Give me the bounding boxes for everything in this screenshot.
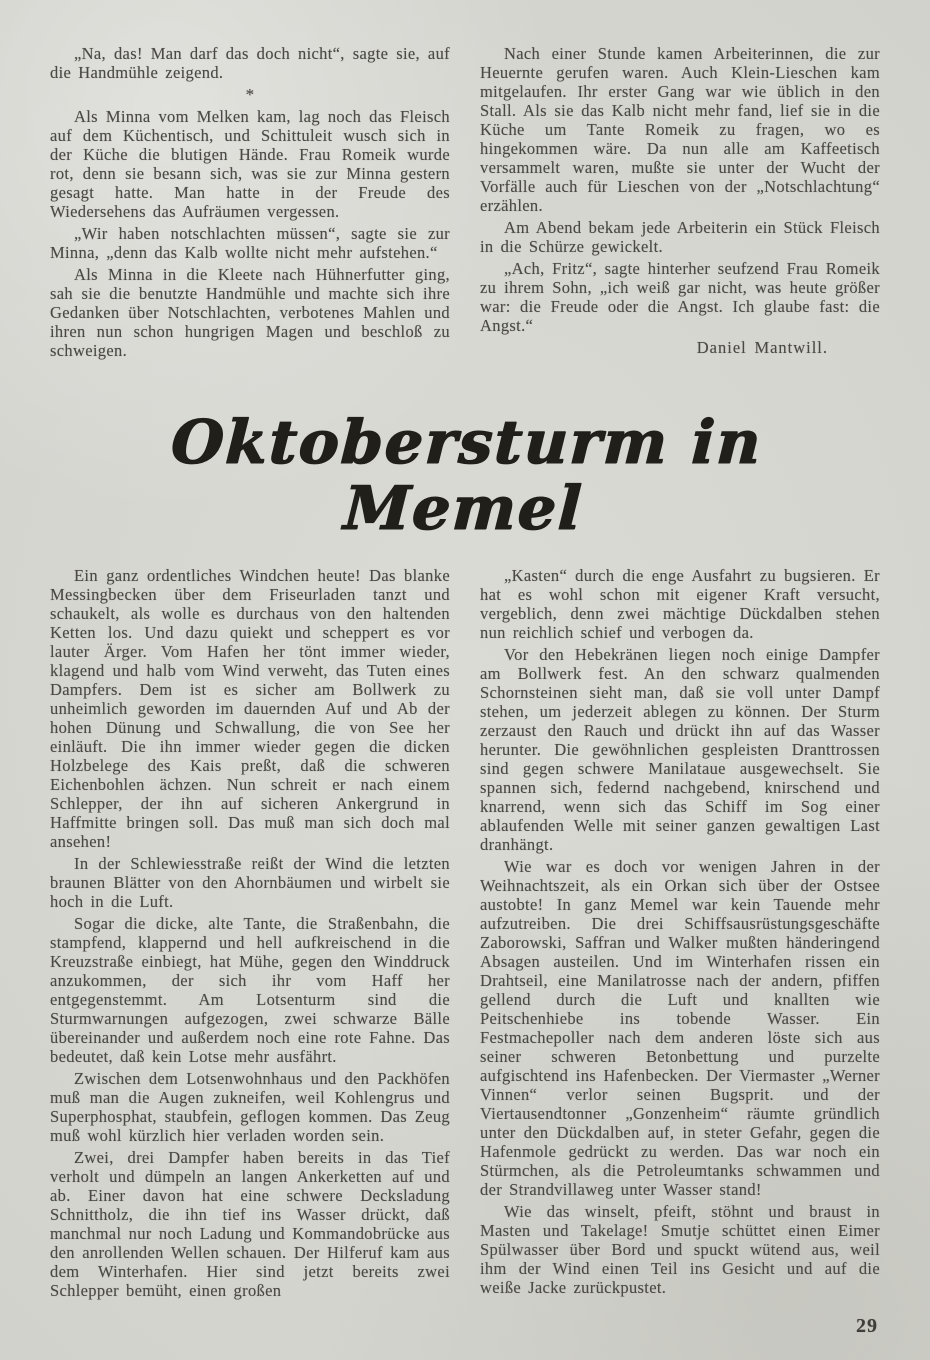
paragraph: „Kasten“ durch die enge Ausfahrt zu bugsieren. Er hat es wohl schon mit eigener Kraft versucht, vergeblich, denn zwei mächtige Dückdalben stehen nun reichlich schief und verbogen da. [480, 566, 880, 642]
paragraph: Sogar die dicke, alte Tante, die Straßenbahn, die stampfend, klappernd und hell aufkreischend in die Kreuzstraße einbiegt, hat Mühe, gegen den Winddruck anzukommen, der sich ihr vom Haff her entgegenstemmt. Am Lotsenturm sind die Sturmwarnungen aufgezogen, zwei schwarze Bälle übereinander und außerdem noch eine rote Fahne. Das bedeutet, daß kein Lotse mehr ausfährt. [50, 914, 450, 1066]
author-signature: Daniel Mantwill. [696, 338, 828, 357]
top-left-column [50, 44, 450, 390]
paragraph: In der Schlewiesstraße reißt der Wind die letzten braunen Blätter von den Ahornbäumen und wirbelt sie hoch in die Luft. [50, 854, 450, 911]
paragraph: „Ach, Fritz“, sagte hinterher seufzend Frau Romeik zu ihrem Sohn, „ich weiß gar nicht, was heute größer war: die Freude oder die Angst. Ich glaube fast: die Angst.“ [480, 259, 880, 335]
paragraph: Ein ganz ordentliches Windchen heute! Das blanke Messingbecken über dem Friseurladen tanzt und schaukelt, als wolle es durchaus von den haltenden Ketten los. Und dazu quiekt und scheppert es vor lauter Ärger. Vom Hafen her tönt immer wieder, klagend und halb vom Wind verweht, das Tuten eines Dampfers. Dem ist es sicher am Bollwerk zu unheimlich geworden im dauernden Auf und Ab der hohen Dünung und Schwallung, die von See her einläuft. Die ihn immer wieder gegen die dicken Holzbelege des Kais preßt, daß die schweren Eichenbohlen ächzen. Nun schreit er nach einem Schlepper, der ihn auf sicheren Ankergrund in Haffmitte bringen soll. Das muß man sich doch mal ansehen! [50, 566, 450, 851]
paragraph: Zwei, drei Dampfer haben bereits in das Tief verholt und dümpeln an langen Ankerketten auf und ab. Einer davon hat eine schwere Decksladung Schnittholz, die ihn tief ins Wasser drückt, daß manchmal nur noch Ladung und Kommandobrücke aus den anrollenden Wellen schauen. Der Hilferuf kam aus dem Winterhafen. Hier sind jetzt bereits zwei Schlepper bemüht, einen großen [50, 1148, 450, 1300]
paragraph: Am Abend bekam jede Arbeiterin ein Stück Fleisch in die Schürze gewickelt. [480, 218, 880, 256]
article-left-column [50, 566, 450, 1303]
asterisk-separator: * [245, 85, 255, 104]
paragraph: Nach einer Stunde kamen Arbeiterinnen, die zur Heuernte gerufen waren. Auch Klein-Lieschen kam mitgelaufen. Ihr erster Gang war wie üblich in den Stall. Als sie das Kalb nicht mehr fand, lief sie in die Küche um Tante Romeik zu fragen, wo es hingekommen wäre. Da nun alle am Kaffeetisch versammelt waren, mußte sie unter der Wucht der Vorfälle auch für Lieschen von der „Notschlachtung“ erzählen. [480, 44, 880, 215]
article-right-column [480, 566, 880, 1303]
top-story-section [50, 44, 880, 390]
paragraph: Als Minna vom Melken kam, lag noch das Fleisch auf dem Küchentisch, und Schittuleit wusch sich in der Küche die blutigen Hände. Frau Romeik wurde rot, denn sie besann sich, was sie zur Minna gestern gesagt hatte. Man hatte in der Freude des Wiedersehens das Aufräumen vergessen. [50, 107, 450, 221]
top-right-column [480, 44, 880, 390]
paragraph: „Na, das! Man darf das doch nicht“, sagte sie, auf die Handmühle zeigend. [50, 44, 450, 82]
article-body [50, 566, 880, 1303]
paragraph: Als Minna in die Kleete nach Hühnerfutter ging, sah sie die benutzte Handmühle und machte sich ihre Gedanken über Notschlachten, verbotenes Mahlen und ihren nun schon hungrigen Magen und beschloß zu schweigen. [50, 265, 450, 360]
paragraph: Wie war es doch vor wenigen Jahren in der Weihnachtszeit, als ein Orkan sich über der Ostsee austobte! In ganz Memel war kein Tauende mehr aufzutreiben. Die drei Schiffsausrüstungsgeschäfte Zaborowski, Saffran und Walker mußten händeringend Absagen austeilen. Und im Winterhafen rissen ein Drahtseil, eine Manilatrosse nach der andern, pfiffen gellend durch die Luft und knallten wie Peitschenhiebe ins tobende Wasser. Ein Festmachepoller nach dem anderen löste sich aus seiner schweren Betonbettung und purzelte aufgischtend ins Hafenbecken. Der Viermaster „Werner Vinnen“ verlor seinen Bugsprit. und der Viertausendtonner „Gonzenheim“ räumte gründlich unter den Dückdalben auf, in steter Gefahr, gegen die Hafenmole gedrückt zu werden. Das war noch ein Stürmchen, als die Petroleumtanks schwammen und der Strandvillaweg unter Wasser stand! [480, 857, 880, 1199]
article-title: Oktobersturm in Memel [169, 408, 764, 544]
paragraph: Zwischen dem Lotsenwohnhaus und den Packhöfen muß man die Augen zukneifen, weil Kohlengrus und Superphosphat, staubfein, geflogen kommen. Das Zeug muß wohl kürzlich hier verladen worden sein. [50, 1069, 450, 1145]
paragraph: Vor den Hebekränen liegen noch einige Dampfer am Bollwerk fest. An den schwarz qualmenden Schornsteinen sieht man, daß sie voll unter Dampf stehen, um jederzeit ablegen zu können. Der Sturm zerzaust den Rauch und drückt ihn auf das Wasser herunter. Die gewöhnlichen gespleisten Dranttrossen sind gegen schwere Manilataue ausgewechselt. Sie spannen sich, federnd nachgebend, knirschend und knarrend, wenn sich das Schiff im Sog einer ablaufenden Welle mit seiner ganzen gewaltigen Last dranhängt. [480, 645, 880, 854]
paragraph: „Wir haben notschlachten müssen“, sagte sie zur Minna, „denn das Kalb wollte nicht mehr aufstehen.“ [50, 224, 450, 262]
paragraph: Wie das winselt, pfeift, stöhnt und braust in Masten und Takelage! Smutje schüttet einen Eimer Spülwasser über Bord und spuckt wütend aus, weil ihm der Wind einen Teil ins Gesicht und auf die weiße Jacke zurückpustet. [480, 1202, 880, 1297]
page-number: 29 [856, 1315, 878, 1337]
